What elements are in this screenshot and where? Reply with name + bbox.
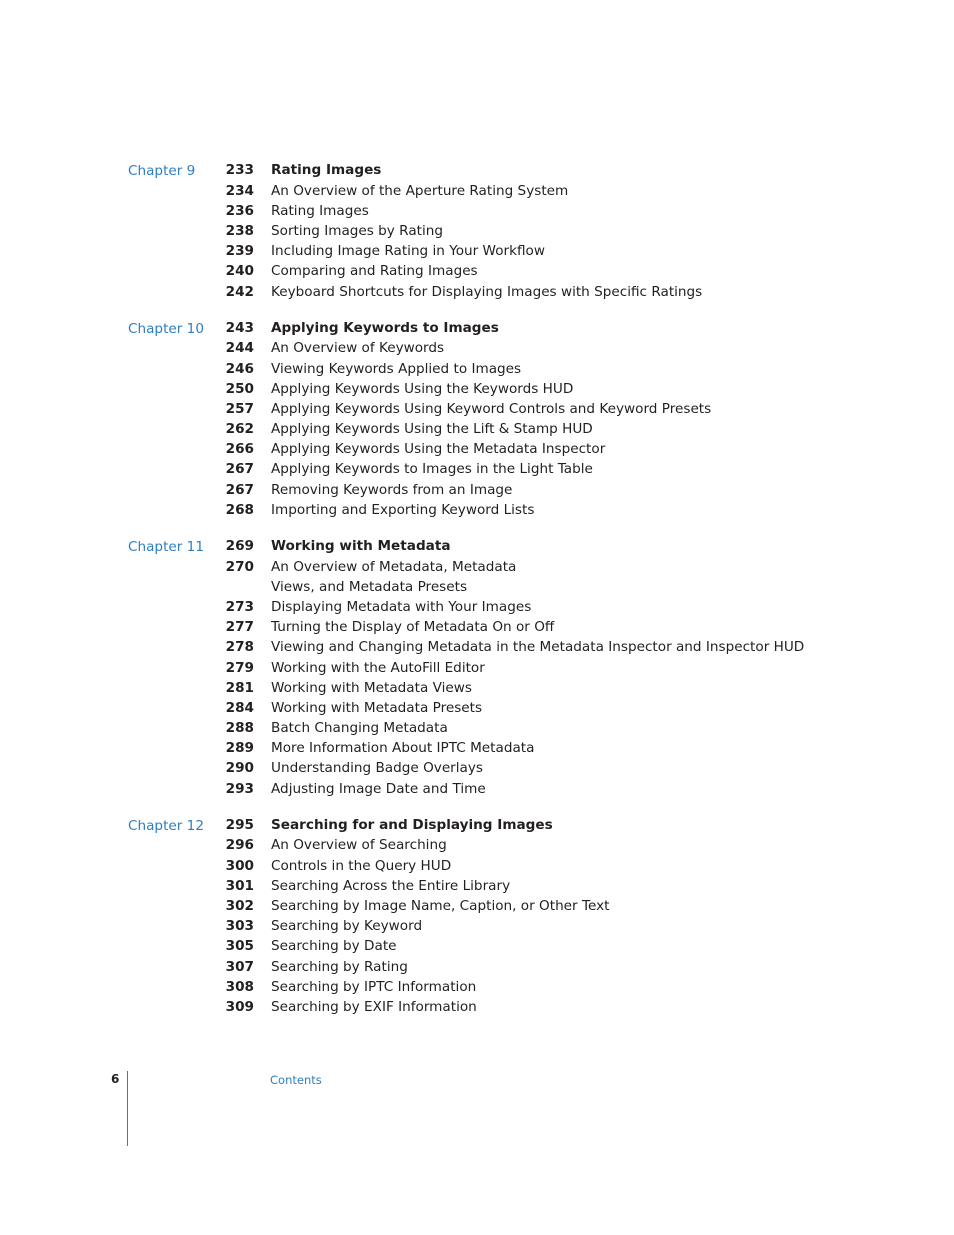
toc-entry[interactable] — [0, 597, 954, 617]
entry-title: Working with Metadata Views — [271, 679, 472, 696]
chapter-title: Rating Images — [271, 162, 382, 178]
entry-title: Understanding Badge Overlays — [271, 760, 484, 777]
toc-entry[interactable] — [0, 678, 954, 698]
toc-entry[interactable] — [0, 658, 954, 678]
toc-entry[interactable] — [0, 815, 954, 836]
entry-page-number: 250 — [225, 380, 254, 397]
entry-page-number: 300 — [225, 857, 254, 874]
chapter-10-link[interactable]: Chapter 10 — [128, 320, 204, 337]
toc-entry[interactable] — [0, 160, 954, 181]
entry-title: Including Image Rating in Your Workflow — [271, 243, 545, 260]
toc-entry[interactable] — [0, 835, 954, 855]
entry-page-number: 267 — [225, 481, 254, 498]
toc-entry[interactable] — [0, 359, 954, 379]
entry-page-number: 267 — [225, 461, 254, 478]
entry-page-number: 240 — [225, 263, 254, 280]
entry-page-number: 303 — [225, 918, 254, 935]
chapter-9-section — [0, 160, 954, 302]
chapter-11-link[interactable]: Chapter 11 — [128, 539, 204, 555]
entry-page-number: 278 — [225, 639, 254, 656]
toc-entry[interactable] — [0, 181, 954, 201]
entry-title: More Information About IPTC Metadata — [271, 740, 535, 757]
entry-page-number: 295 — [225, 816, 254, 833]
entry-page-number: 262 — [225, 421, 254, 438]
entry-title: Viewing Keywords Applied to Images — [271, 360, 522, 377]
entry-page-number: 244 — [225, 340, 254, 357]
entry-page-number: 279 — [225, 659, 254, 676]
toc-entry[interactable] — [0, 459, 954, 479]
toc-entry[interactable] — [0, 480, 954, 500]
chapter-12-link[interactable]: Chapter 12 — [128, 817, 204, 834]
entry-title: Searching by Image Name, Caption, or Other Text — [271, 898, 610, 915]
entry-page-number: 288 — [225, 720, 254, 737]
entry-page-number: 308 — [225, 978, 254, 995]
entry-title: Importing and Exporting Keyword Lists — [271, 501, 535, 518]
entry-page-number: 284 — [225, 699, 254, 716]
entry-title: Searching by IPTC Information — [271, 978, 477, 995]
entry-title: Removing Keywords from an Image — [271, 481, 513, 498]
toc-entry[interactable] — [0, 379, 954, 399]
entry-page-number: 293 — [225, 780, 254, 797]
entry-page-number: 301 — [225, 877, 254, 894]
toc-entry[interactable] — [0, 399, 954, 419]
entry-title: Searching by Date — [271, 938, 397, 955]
entry-page-number: 302 — [225, 898, 254, 915]
entry-title: Keyboard Shortcuts for Displaying Images with Specific Ratings — [271, 283, 703, 300]
toc-entry[interactable] — [0, 916, 954, 936]
toc-entry[interactable] — [0, 261, 954, 281]
entry-page-number: 242 — [225, 283, 254, 300]
toc-entry[interactable] — [0, 536, 954, 557]
entry-page-number: 246 — [225, 360, 254, 377]
entry-title: Rating Images — [271, 202, 369, 219]
toc-entry[interactable] — [0, 500, 954, 520]
toc-entry[interactable] — [0, 241, 954, 261]
toc-entry[interactable] — [0, 419, 954, 439]
toc-entry[interactable] — [0, 758, 954, 778]
entry-page-number: 243 — [225, 319, 254, 336]
entry-page-number: 290 — [225, 760, 254, 777]
toc-entry[interactable] — [0, 876, 954, 896]
entry-title: An Overview of Metadata, Metadata Views, and Metadata Presets — [271, 558, 517, 595]
entry-page-number: 309 — [225, 998, 254, 1015]
entry-title: An Overview of Searching — [271, 837, 447, 854]
entry-page-number: 273 — [225, 598, 254, 615]
entry-page-number: 233 — [225, 162, 254, 178]
entry-page-number: 234 — [225, 182, 254, 199]
entry-page-number: 266 — [225, 441, 254, 458]
toc-entry[interactable] — [0, 997, 954, 1017]
entry-title: Applying Keywords Using the Lift & Stamp HUD — [271, 421, 593, 438]
entry-title: Searching by Keyword — [271, 918, 423, 935]
toc-entry[interactable] — [0, 738, 954, 758]
footer-divider — [127, 1071, 128, 1146]
entry-title: Applying Keywords Using the Metadata Inspector — [271, 441, 606, 458]
entry-title: Working with the AutoFill Editor — [271, 659, 485, 676]
toc-entry[interactable] — [0, 977, 954, 997]
chapter-title: Searching for and Displaying Images — [271, 816, 553, 833]
entry-page-number: 277 — [225, 619, 254, 636]
toc-entry[interactable] — [0, 221, 954, 241]
entry-page-number: 238 — [225, 222, 254, 239]
toc-entry[interactable] — [0, 856, 954, 876]
entry-page-number: 270 — [225, 558, 254, 575]
chapter-9-link[interactable]: Chapter 9 — [128, 163, 196, 179]
table-of-contents — [0, 160, 954, 1033]
entry-page-number: 269 — [225, 538, 254, 554]
toc-entry[interactable] — [0, 617, 954, 637]
entry-page-number: 239 — [225, 243, 254, 260]
chapter-title: Applying Keywords to Images — [271, 319, 499, 336]
toc-entry[interactable] — [0, 439, 954, 459]
toc-entry[interactable] — [0, 557, 954, 597]
entry-title: Controls in the Query HUD — [271, 857, 452, 874]
entry-page-number: 268 — [225, 501, 254, 518]
entry-title: Turning the Display of Metadata On or Off — [271, 619, 555, 636]
entry-title: Batch Changing Metadata — [271, 720, 448, 737]
toc-entry[interactable] — [0, 936, 954, 956]
toc-entry[interactable] — [0, 896, 954, 916]
entry-page-number: 281 — [225, 679, 254, 696]
entry-title: An Overview of the Aperture Rating System — [271, 182, 569, 199]
chapter-12-section — [0, 815, 954, 1017]
chapter-11-section — [0, 536, 954, 799]
entry-title: Applying Keywords Using Keyword Controls and Keyword Presets — [271, 400, 712, 417]
toc-entry[interactable] — [0, 201, 954, 221]
entry-title: An Overview of Keywords — [271, 340, 445, 357]
entry-title: Comparing and Rating Images — [271, 263, 478, 280]
toc-entry[interactable] — [0, 318, 954, 339]
entry-title: Working with Metadata Presets — [271, 699, 483, 716]
entry-title: Applying Keywords to Images in the Light Table — [271, 461, 593, 478]
entry-title: Adjusting Image Date and Time — [271, 780, 486, 797]
entry-title: Searching by Rating — [271, 958, 408, 975]
entry-title: Searching Across the Entire Library — [271, 877, 511, 894]
entry-page-number: 236 — [225, 202, 254, 219]
entry-page-number: 257 — [225, 400, 254, 417]
toc-entry[interactable] — [0, 779, 954, 799]
entry-title: Viewing and Changing Metadata in the Metadata Inspector and Inspector HUD — [271, 639, 805, 656]
chapter-title: Working with Metadata — [271, 538, 451, 554]
entry-page-number: 307 — [225, 958, 254, 975]
entry-page-number: 289 — [225, 740, 254, 757]
toc-entry[interactable] — [0, 718, 954, 738]
toc-entry[interactable] — [0, 282, 954, 302]
entry-title: Sorting Images by Rating — [271, 222, 444, 239]
chapter-10-section — [0, 318, 954, 520]
toc-entry[interactable] — [0, 338, 954, 358]
entry-title: Displaying Metadata with Your Images — [271, 598, 532, 615]
entry-page-number: 296 — [225, 837, 254, 854]
contents-link[interactable]: Contents — [270, 1073, 322, 1087]
toc-entry[interactable] — [0, 637, 954, 657]
entry-page-number: 305 — [225, 938, 254, 955]
entry-title: Applying Keywords Using the Keywords HUD — [271, 380, 574, 397]
toc-entry[interactable] — [0, 957, 954, 977]
entry-title: Searching by EXIF Information — [271, 998, 477, 1015]
toc-entry[interactable] — [0, 698, 954, 718]
page-number: 6 — [111, 1072, 120, 1086]
